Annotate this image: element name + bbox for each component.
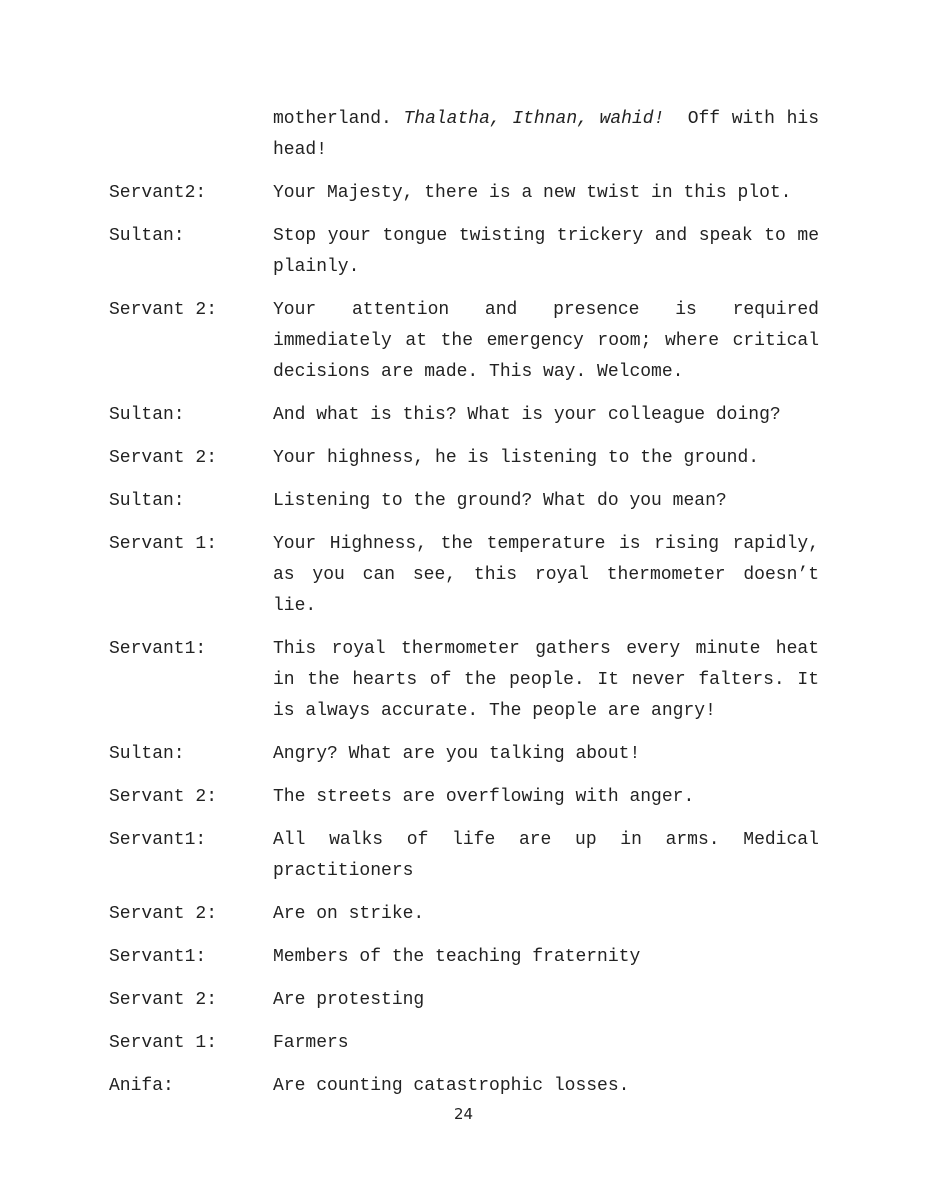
speaker-name: Servant 2:: [109, 300, 218, 320]
dialogue-line: [109, 486, 819, 517]
dialogue-line: [109, 825, 819, 887]
continuation-before: motherland.: [273, 109, 404, 129]
dialogue-text: This royal thermometer gathers every minute heat in the hearts of the people. It never falters. It is always accurate. The people are angry!: [273, 639, 819, 721]
speaker-name: Servant 2:: [109, 990, 218, 1010]
play-script: [109, 104, 830, 1114]
page-number: 24: [453, 1105, 474, 1123]
dialogue-line: [109, 178, 819, 209]
dialogue-text: Farmers: [273, 1033, 349, 1053]
continuation-italic: Thalatha, Ithnan, wahid!: [403, 109, 665, 129]
dialogue-line: [109, 1028, 819, 1059]
dialogue-line: [109, 899, 819, 930]
dialogue-text: Your attention and presence is required immediately at the emergency room; where critical decisions are made. This way. Welcome.: [273, 300, 819, 382]
dialogue-line: [109, 443, 819, 474]
dialogue-line: [109, 529, 819, 622]
speaker-name: Sultan:: [109, 226, 185, 246]
dialogue-text: Are protesting: [273, 990, 425, 1010]
dialogue-line: [109, 942, 819, 973]
dialogue-text: Your Highness, the temperature is rising rapidly, as you can see, this royal thermometer doesn’t lie.: [273, 534, 819, 616]
dialogue-word: walks: [329, 830, 384, 850]
dialogue-text: Are counting catastrophic losses.: [273, 1076, 630, 1096]
dialogue-line: [109, 634, 819, 727]
speaker-name: Servant 2:: [109, 787, 218, 807]
speaker-name: Servant 2:: [109, 904, 218, 924]
dialogue-line: [109, 985, 819, 1016]
dialogue-word: up: [575, 830, 597, 850]
speaker-name: Servant 1:: [109, 1033, 218, 1053]
speaker-name: Sultan:: [109, 405, 185, 425]
dialogue-text: The streets are overflowing with anger.: [273, 787, 695, 807]
dialogue-word: are: [518, 830, 552, 850]
dialogue-text: Members of the teaching fraternity: [273, 947, 641, 967]
dialogue-word: in: [620, 830, 642, 850]
speaker-name: Anifa:: [109, 1076, 174, 1096]
dialogue-text: Listening to the ground? What do you mean?: [273, 491, 727, 511]
dialogue-line: [109, 739, 819, 770]
dialogue-text: Your highness, he is listening to the ground.: [273, 448, 760, 468]
speaker-name: Servant1:: [109, 947, 207, 967]
speaker-name: Servant 2:: [109, 448, 218, 468]
continuation-text: [273, 104, 830, 166]
dialogue-text: Stop your tongue twisting trickery and speak to me plainly.: [273, 226, 819, 277]
dialogue-line: [109, 400, 819, 431]
speaker-name: Sultan:: [109, 491, 185, 511]
dialogue-line: [109, 782, 819, 813]
dialogue-line: [109, 1071, 819, 1102]
dialogue-line: [109, 295, 819, 388]
dialogue-word: arms.: [665, 830, 720, 850]
dialogue-line: [109, 221, 819, 283]
dialogue-word: All: [273, 830, 306, 850]
dialogue-text: Angry? What are you talking about!: [273, 744, 641, 764]
speaker-name: Servant1:: [109, 830, 207, 850]
dialogue-text-line-2: practitioners: [273, 861, 414, 881]
speaker-name: Servant2:: [109, 183, 207, 203]
continuation-after: Off with his head!: [273, 109, 830, 160]
dialogue-text: [273, 825, 819, 887]
dialogue-text: Are on strike.: [273, 904, 425, 924]
dialogue-word: of: [406, 830, 429, 850]
speaker-name: Sultan:: [109, 744, 185, 764]
dialogue-word: life: [452, 830, 496, 850]
dialogue-word: Medical: [743, 830, 819, 850]
dialogue-text-line-1: [273, 825, 819, 856]
dialogue-text: Your Majesty, there is a new twist in this plot.: [273, 183, 792, 203]
dialogue-text: And what is this? What is your colleague doing?: [273, 405, 781, 425]
speaker-name: Servant 1:: [109, 534, 218, 554]
speaker-name: Servant1:: [109, 639, 207, 659]
